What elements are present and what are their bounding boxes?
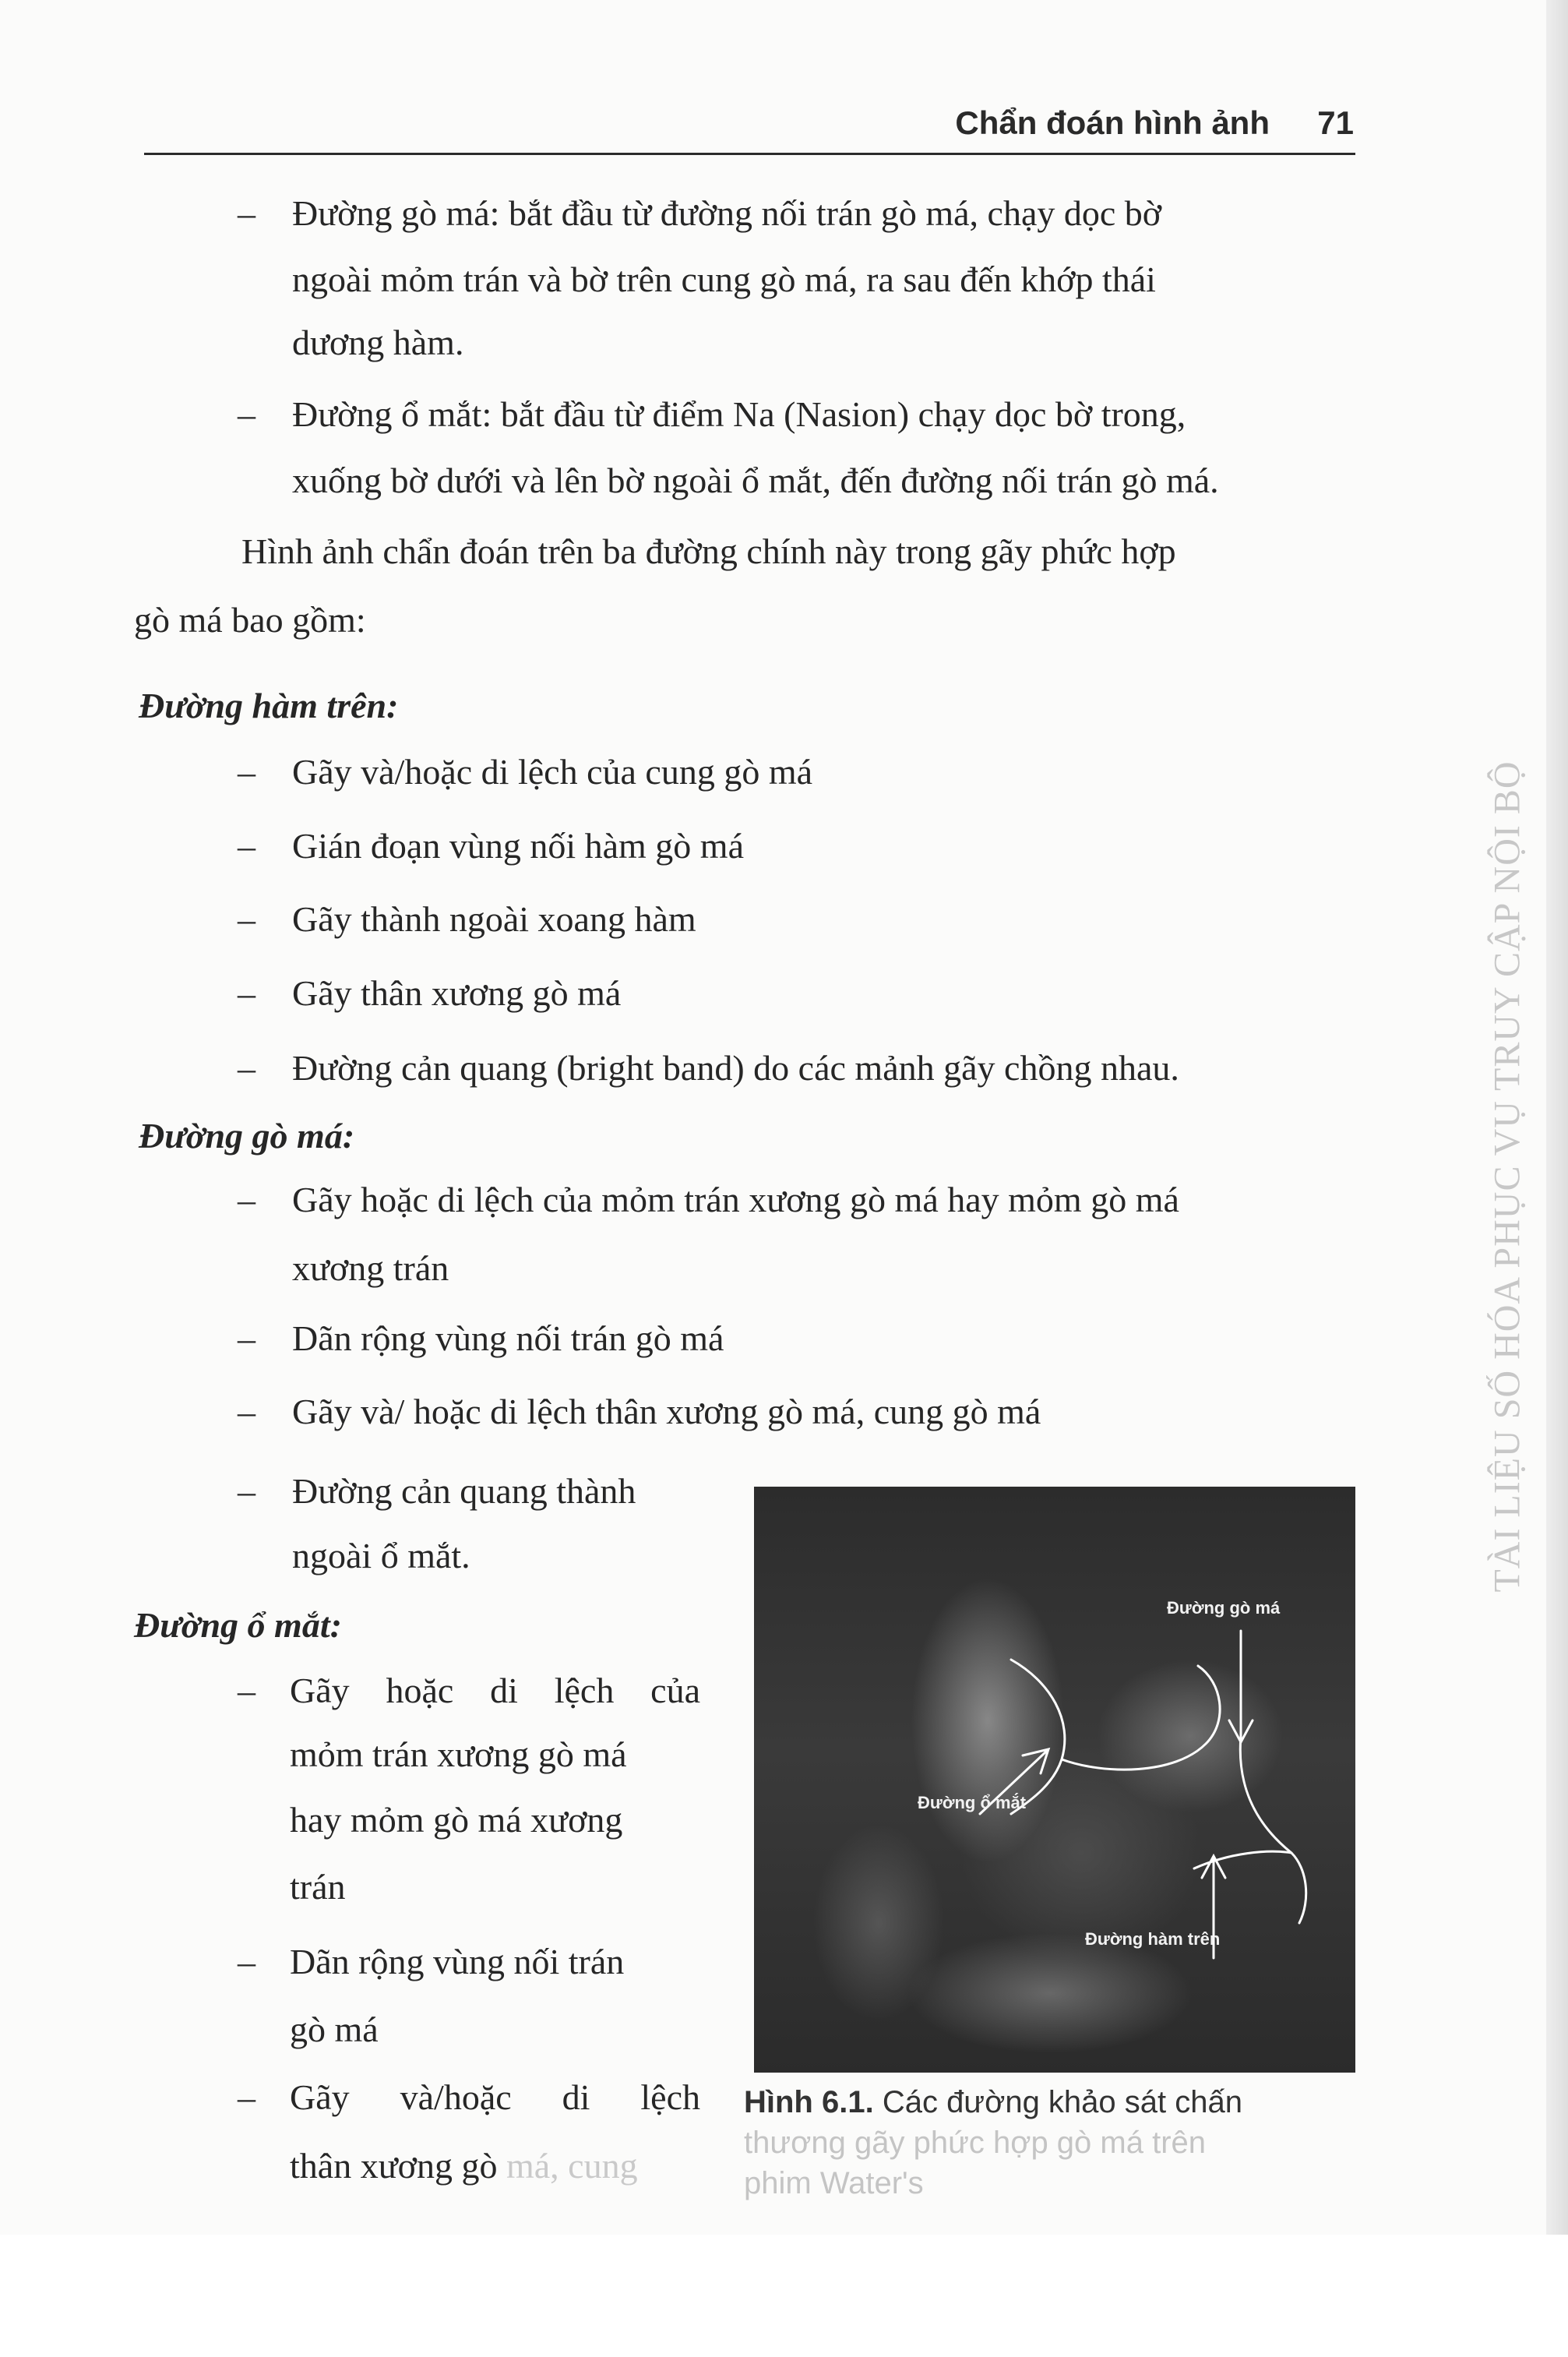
running-header bbox=[144, 101, 1355, 155]
o-mat-item-1-line-1-text: Gãy hoặc di lệch của bbox=[290, 1671, 700, 1710]
o-mat-item-2-line-1: Dãn rộng vùng nối trán bbox=[290, 1942, 625, 1981]
go-ma-item-2: Dãn rộng vùng nối trán gò má bbox=[292, 1318, 724, 1358]
section-heading-o-mat: Đường ổ mắt: bbox=[134, 1605, 342, 1645]
o-mat-item-3-line-2 bbox=[290, 2144, 638, 2188]
watermark-text: TÀI LIỆU SỐ HÓA PHỤC VỤ TRUY CẬP NỘI BỘ bbox=[1486, 760, 1528, 1593]
orbit-line-top bbox=[1062, 1666, 1220, 1770]
dash-marker: – bbox=[238, 1392, 255, 1431]
o-mat-item-1-line-1 bbox=[290, 1669, 700, 1713]
paragraph-line-1: Hình ảnh chẩn đoán trên ba đường chính này trong gãy phức hợp bbox=[241, 531, 1176, 571]
caption-line-2: thương gãy phức hợp gò má trên bbox=[744, 2126, 1207, 2160]
dash-marker: – bbox=[238, 394, 255, 434]
dash-marker: – bbox=[238, 973, 255, 1013]
section-heading-go-ma: Đường gò má: bbox=[139, 1116, 355, 1156]
scan-edge bbox=[1546, 0, 1568, 2357]
go-ma-item-4-line-1: Đường cản quang thành bbox=[292, 1471, 636, 1511]
ham-tren-item-4: Gãy thân xương gò má bbox=[292, 973, 622, 1013]
o-mat-item-3-line-2-faded: má, cung bbox=[506, 2146, 638, 2186]
ham-tren-item-3: Gãy thành ngoài xoang hàm bbox=[292, 899, 696, 939]
dash-marker: – bbox=[238, 752, 255, 792]
figure-label-go-ma: Đường gò má bbox=[1167, 1598, 1281, 1618]
dash-marker: – bbox=[238, 193, 255, 233]
section-heading-ham-tren: Đường hàm trên: bbox=[139, 686, 399, 725]
dash-marker: – bbox=[238, 1671, 255, 1710]
o-mat-item-1-line-2: mỏm trán xương gò má bbox=[290, 1734, 627, 1774]
xray-figure bbox=[754, 1487, 1355, 2073]
o-mat-item-1-line-3: hay mỏm gò má xương bbox=[290, 1800, 623, 1840]
intro-item-1-line-3: dương hàm. bbox=[292, 323, 464, 362]
intro-item-2-line-1: Đường ổ mắt: bắt đầu từ điểm Na (Nasion) chạy dọc bờ trong, bbox=[292, 394, 1186, 434]
page-bottom-blank bbox=[0, 2235, 1568, 2357]
figure-label-ham-tren: Đường hàm trên bbox=[1085, 1929, 1221, 1949]
paragraph-line-2: gò má bao gồm: bbox=[134, 600, 366, 640]
dash-marker: – bbox=[238, 2077, 255, 2117]
o-mat-item-3-line-2-visible: thân xương gò bbox=[290, 2146, 506, 2186]
go-ma-item-4-line-2: ngoài ổ mắt. bbox=[292, 1536, 470, 1575]
dash-marker: – bbox=[238, 1048, 255, 1088]
dash-marker: – bbox=[238, 1180, 255, 1219]
header-title: Chẩn đoán hình ảnh bbox=[955, 104, 1270, 141]
ham-tren-item-5: Đường cản quang (bright band) do các mảnh gãy chồng nhau. bbox=[292, 1048, 1179, 1088]
go-ma-item-3: Gãy và/ hoặc di lệch thân xương gò má, cung gò má bbox=[292, 1392, 1041, 1431]
go-ma-item-1-line-1: Gãy hoặc di lệch của mỏm trán xương gò má hay mỏm gò má bbox=[292, 1180, 1179, 1219]
caption-lead: Hình 6.1. bbox=[744, 2085, 874, 2119]
dash-marker: – bbox=[238, 826, 255, 866]
caption-line-3: phim Water's bbox=[744, 2166, 924, 2200]
o-mat-item-1-line-4: trán bbox=[290, 1867, 346, 1907]
dash-marker: – bbox=[238, 1471, 255, 1511]
o-mat-item-3-line-1-text: Gãy và/hoặc di lệch bbox=[290, 2077, 700, 2117]
library-watermark bbox=[1484, 701, 1531, 1652]
figure-label-o-mat: Đường ổ mắt bbox=[918, 1793, 1027, 1812]
figure-caption bbox=[744, 2082, 1344, 2204]
intro-item-1-line-1: Đường gò má: bắt đầu từ đường nối trán gò má, chạy dọc bờ bbox=[292, 193, 1162, 233]
orbit-line-left bbox=[1011, 1660, 1065, 1814]
dash-marker: – bbox=[238, 1318, 255, 1358]
dash-marker: – bbox=[238, 1942, 255, 1981]
page-number: 71 bbox=[1317, 104, 1354, 141]
caption-line-1-rest: Các đường khảo sát chấn bbox=[873, 2085, 1242, 2119]
zygomatic-line bbox=[1240, 1736, 1305, 1923]
go-ma-item-1-line-2: xương trán bbox=[292, 1248, 449, 1288]
o-mat-item-3-line-1 bbox=[290, 2076, 700, 2119]
dash-marker: – bbox=[238, 899, 255, 939]
xray-annotations bbox=[754, 1487, 1355, 2073]
ham-tren-item-2: Gián đoạn vùng nối hàm gò má bbox=[292, 826, 745, 866]
caption-line-1 bbox=[744, 2082, 1344, 2122]
intro-item-1-line-2: ngoài mỏm trán và bờ trên cung gò má, ra sau đến khớp thái bbox=[292, 259, 1156, 299]
intro-item-2-line-2: xuống bờ dưới và lên bờ ngoài ổ mắt, đến đường nối trán gò má. bbox=[292, 460, 1219, 500]
o-mat-item-2-line-2: gò má bbox=[290, 2009, 379, 2049]
ham-tren-item-1: Gãy và/hoặc di lệch của cung gò má bbox=[292, 752, 813, 792]
